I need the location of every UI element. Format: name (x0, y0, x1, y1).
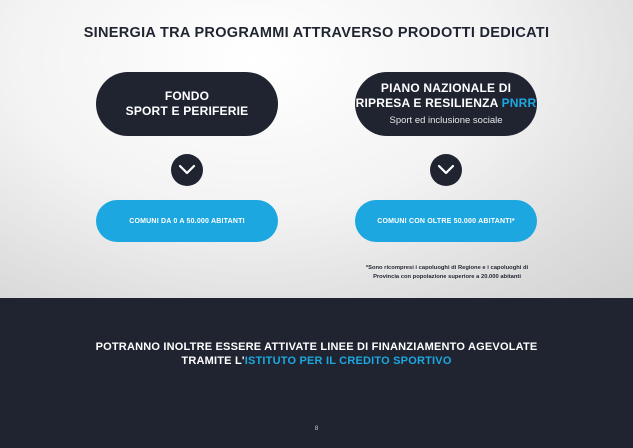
footnote-line1: *Sono ricompresi i capoluoghi di Regione e i capoluoghi di (365, 265, 529, 271)
program-pnrr-line1: PIANO NAZIONALE DI (380, 81, 512, 95)
program-pnrr-line2 (356, 96, 537, 111)
program-fondo-sport-periferie (96, 72, 278, 136)
bottom-statement (0, 340, 633, 368)
left-arrow-circle (171, 154, 203, 186)
program-fondo-line1: FONDO (164, 89, 210, 103)
footnote (352, 264, 542, 281)
page-title: SINERGIA TRA PROGRAMMI ATTRAVERSO PRODOTTI DEDICATI (83, 25, 550, 41)
right-arrow-circle (430, 154, 462, 186)
bottom-line2 (0, 354, 633, 368)
pnrr-highlight: PNRR (501, 96, 537, 110)
program-fondo-line2: SPORT E PERIFERIE (125, 104, 249, 118)
chevron-down-icon (437, 164, 455, 176)
footnote-line2: Provincia con popolazione superiore a 20.000 abitanti (373, 273, 521, 280)
program-pnrr (355, 72, 537, 136)
ics-highlight: ISTITUTO PER IL CREDITO SPORTIVO (244, 355, 452, 367)
target-large-municipalities: COMUNI CON OLTRE 50.000 ABITANTI* (355, 200, 537, 242)
bottom-line1: POTRANNO INOLTRE ESSERE ATTIVATE LINEE DI FINANZIAMENTO AGEVOLATE (95, 341, 538, 353)
program-pnrr-subtitle: Sport ed inclusione sociale (389, 115, 503, 126)
program-pnrr-line2-text: RIPRESA E RESILIENZA (355, 96, 502, 110)
chevron-down-icon (178, 164, 196, 176)
target-small-municipalities: COMUNI DA 0 A 50.000 ABITANTI (96, 200, 278, 242)
bottom-line2-text: TRAMITE L' (181, 355, 245, 367)
page-number: 8 (314, 426, 319, 432)
